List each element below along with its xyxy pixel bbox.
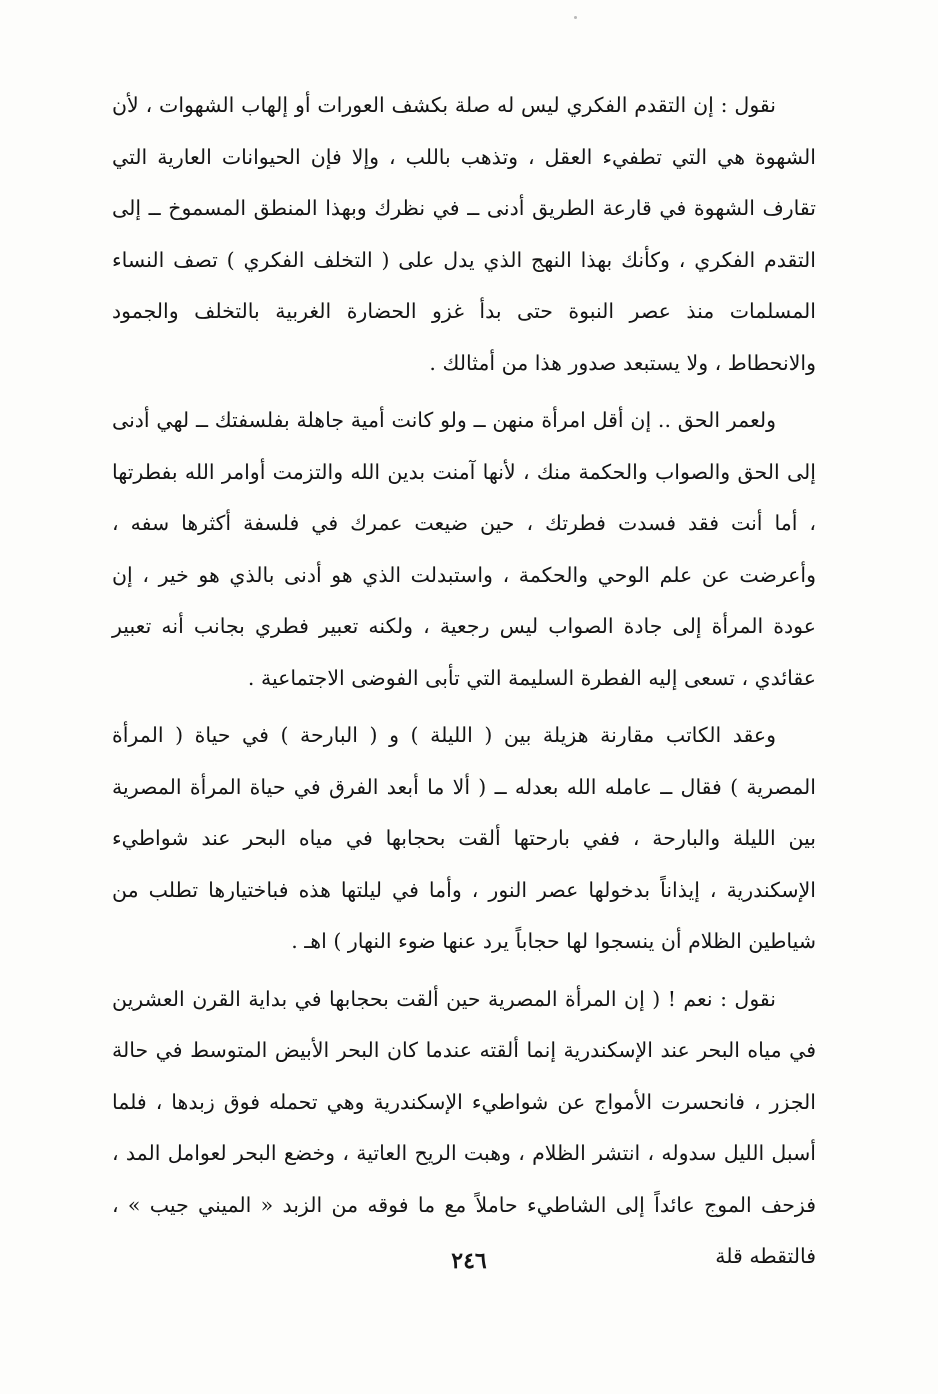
scan-speck — [574, 16, 577, 19]
body-text — [112, 80, 816, 1283]
page-number: ٢٤٦ — [451, 1248, 487, 1274]
paragraph-4: نقول : نعم ! ( إن المرأة المصرية حين ألقت بحجابها في بداية القرن العشرين في مياه البحر عند الإسكندرية إنما ألقته عندما كان البحر الأبيض المتوسط في حالة الجزر ، فانحسرت الأمواج عن شواطيء الإسكندرية وهي تحمله فوق زبدها ، فلما أسبل الليل سدوله ، انتشر الظلام ، وهبت الريح العاتية ، وخضع البحر لعوامل المد ، فزحف الموج عائداً إلى الشاطيء حاملاً مع ما فوقه من الزبد « الميني جيب » ، فالتقطه قلة — [112, 986, 816, 1268]
paragraph-3: وعقد الكاتب مقارنة هزيلة بين ( الليلة ) و ( البارحة ) في حياة ( المرأة المصرية ) فقال ــ عامله الله بعدله ــ ( ألا ما أبعد الفرق في حياة المرأة المصرية بين الليلة والبارحة ، ففي بارحتها ألقت بحجابها في مياه البحر عند شواطيء الإسكندرية ، إيذاناً بدخولها عصر النور ، وأما في ليلتها هذه فباختيارها تطلب من شياطين الظلام أن ينسجوا لها حجاباً يرد عنها ضوء النهار ) اهـ . — [112, 723, 816, 953]
paragraph-2: ولعمر الحق .. إن أقل امرأة منهن ــ ولو كانت أمية جاهلة بفلسفتك ــ لهي أدنى إلى الحق والصواب والحكمة منك ، لأنها آمنت بدين الله والتزمت أوامر الله بفطرتها ، أما أنت فقد فسدت فطرتك ، حين ضيعت عمرك في فلسفة أكثرها سفه ، وأعرضت عن علم الوحي والحكمة ، واستبدلت الذي هو أدنى بالذي هو خير ، إن عودة المرأة إلى جادة الصواب ليس رجعية ، ولكنه تعبير فطري بجانب أنه تعبير عقائدي ، تسعى إليه الفطرة السليمة التي تأبى الفوضى الاجتماعية . — [112, 408, 816, 690]
paragraph-1: نقول : إن التقدم الفكري ليس له صلة بكشف العورات أو إلهاب الشهوات ، لأن الشهوة هي التي تطفيء العقل ، وتذهب باللب ، وإلا فإن الحيوانات العارية التي تقارف الشهوة في قارعة الطريق أدنى ــ في نظرك وبهذا المنطق المسموخ ــ إلى التقدم الفكري ، وكأنك بهذا النهج الذي يدل على ( التخلف الفكري ) تصف النساء المسلمات منذ عصر النبوة حتى بدأ غزو الحضارة الغربية بالتخلف والجمود والانحطاط ، ولا يستبعد صدور هذا من أمثالك . — [112, 93, 816, 375]
